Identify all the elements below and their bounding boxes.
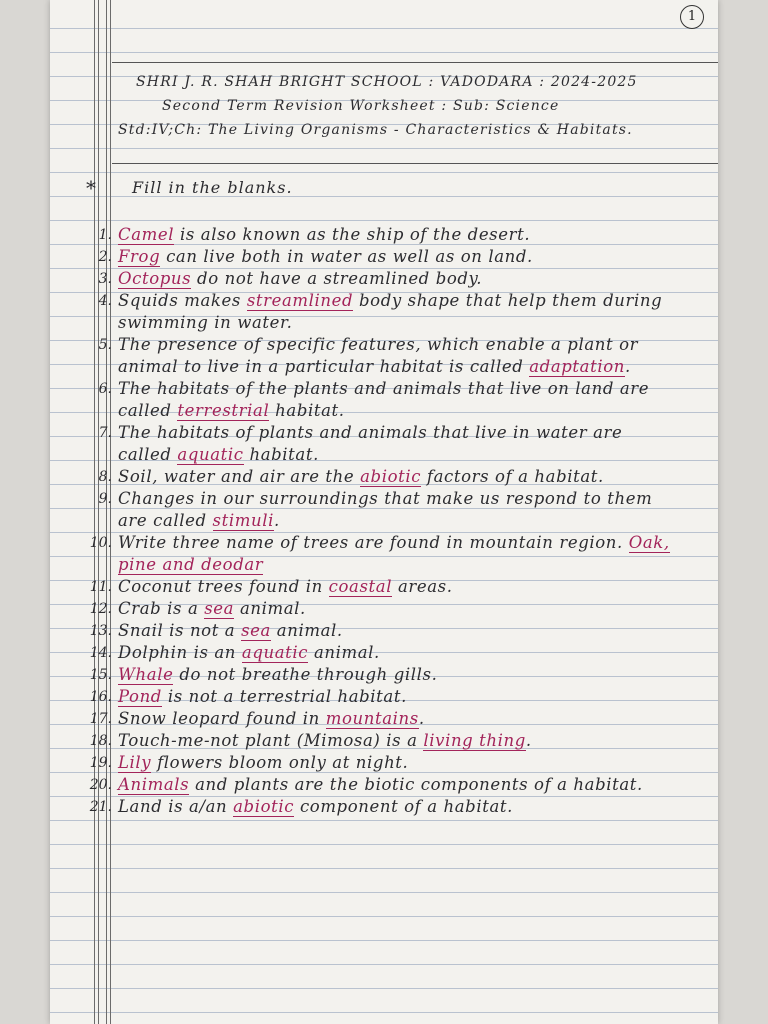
answer-blank: streamlined [246,291,354,310]
question-text-before: Dolphin is an [118,643,242,662]
question-text-after: is also known as the ship of the desert. [174,225,531,244]
question-number: 1. [98,227,112,243]
question-text [118,422,678,466]
question-text-after: . [418,709,425,728]
question-text-after: animal. [234,599,306,618]
answer-blank: aquatic [241,643,309,662]
answer-blank: terrestrial [177,401,270,420]
answer-blank: sea [241,621,271,640]
question-item [50,642,718,664]
question-item [50,378,718,422]
question-number: 20. [89,777,112,793]
answer-blank: living thing [423,731,526,750]
answer-blank: Lily [118,753,152,772]
worksheet-title: Second Term Revision Worksheet : Sub: Science [162,98,560,114]
section-heading [86,176,293,200]
question-text [118,378,678,422]
question-item [50,752,718,774]
question-text-before: Snail is not a [118,621,242,640]
question-text-after: do not have a streamlined body. [191,269,483,288]
question-text-after: animal. [270,621,343,640]
question-text [118,642,678,664]
notebook-page [50,0,718,1024]
answer-blank: Oak, pine and deodar [118,533,670,574]
question-text-before: Changes in our surroundings that make us respond to them are called [118,489,653,530]
question-text-after: animal. [308,643,380,662]
question-number: 11. [89,579,112,595]
question-item [50,466,718,488]
question-item [50,488,718,532]
question-number: 14. [89,645,112,661]
question-text-after: is not a terrestrial habitat. [161,687,407,706]
question-item [50,598,718,620]
question-text [118,664,678,686]
question-number: 13. [89,623,112,639]
question-text-before: The habitats of the plants and animals that live on land are called [118,379,650,420]
question-text [118,620,678,642]
question-item [50,422,718,466]
question-item [50,334,718,378]
question-number: 3. [98,271,112,287]
question-item [50,664,718,686]
answer-blank: stimuli [212,511,274,530]
question-item [50,730,718,752]
answer-blank: Pond [118,687,162,706]
question-text-before: Touch-me-not plant (Mimosa) is a [118,731,424,750]
question-text [118,598,678,620]
question-text [118,752,678,774]
question-item [50,268,718,290]
question-text [118,686,678,708]
question-text-before: Coconut trees found in [118,577,329,596]
question-text-after: do not breathe through gills. [173,665,438,684]
answer-blank: abiotic [360,467,422,486]
question-number: 6. [98,381,112,397]
question-text-before: Land is a/an [118,797,234,816]
question-number: 9. [98,491,112,507]
question-item [50,224,718,246]
answer-blank: Octopus [118,269,192,288]
answer-blank: mountains [325,709,419,728]
question-number: 5. [98,337,112,353]
answer-blank: Frog [118,247,161,266]
answer-blank: coastal [328,577,393,596]
answer-blank: adaptation [529,357,625,376]
answer-blank: abiotic [233,797,295,816]
question-item [50,686,718,708]
question-text [118,290,678,334]
question-number: 4. [98,293,112,309]
question-text-before: Write three name of trees are found in mountain region. [118,533,629,552]
question-text-before: Crab is a [118,599,205,618]
question-item [50,796,718,818]
answer-blank: Animals [118,775,190,794]
question-text-after: . [624,357,631,376]
question-text [118,532,678,576]
school-name: SHRI J. R. SHAH BRIGHT SCHOOL : VADODARA : 2024-2025 [136,74,638,90]
question-number: 19. [89,755,112,771]
question-text-before: Squids makes [118,291,247,310]
question-text-after: factors of a habitat. [421,467,604,486]
question-text [118,268,678,290]
answer-blank: Whale [118,665,174,684]
question-number: 10. [89,535,112,551]
question-list [50,224,718,818]
question-text [118,466,678,488]
chapter-title: Std:IV;Ch: The Living Organisms - Characteristics & Habitats. [118,122,633,138]
header-bottom-rule [112,163,718,164]
question-text [118,730,678,752]
answer-blank: sea [204,599,235,618]
section-title: Fill in the blanks. [132,178,293,197]
question-item [50,246,718,268]
question-number: 12. [89,601,112,617]
question-text-after: habitat. [269,401,345,420]
question-text-after: habitat. [243,445,319,464]
question-text [118,576,678,598]
question-text [118,708,678,730]
question-number: 18. [89,733,112,749]
question-item [50,532,718,576]
question-number: 17. [89,711,112,727]
question-text-before: Snow leopard found in [118,709,326,728]
question-text [118,334,678,378]
worksheet-header [112,70,702,142]
question-text-after: can live both in water as well as on land. [160,247,533,266]
question-item [50,620,718,642]
star-marker: * [86,176,97,200]
answer-blank: aquatic [177,445,244,464]
question-text [118,488,678,532]
question-text [118,774,678,796]
question-number: 16. [89,689,112,705]
question-text-after: and plants are the biotic components of a habitat. [189,775,643,794]
question-item [50,708,718,730]
question-text [118,796,678,818]
question-text [118,224,678,246]
question-number: 2. [98,249,112,265]
question-text-before: Soil, water and air are the [118,467,361,486]
question-number: 21. [89,799,112,815]
question-text-after: flowers bloom only at night. [151,753,409,772]
question-text-after: . [525,731,532,750]
question-text-after: . [273,511,280,530]
question-text-before: The habitats of plants and animals that live in water are called [118,423,623,464]
question-text [118,246,678,268]
question-item [50,576,718,598]
question-number: 7. [98,425,112,441]
question-text-after: body shape that help them during swimming in water. [118,291,663,332]
question-number: 15. [89,667,112,683]
question-text-before: The presence of specific features, which enable a plant or animal to live in a particular habitat is called [118,335,639,376]
question-text-after: areas. [392,577,453,596]
question-text-after: component of a habitat. [294,797,513,816]
question-item [50,290,718,334]
question-number: 8. [98,469,112,485]
answer-blank: Camel [118,225,175,244]
page-number: 1 [680,5,704,29]
header-top-rule [112,62,718,63]
question-item [50,774,718,796]
